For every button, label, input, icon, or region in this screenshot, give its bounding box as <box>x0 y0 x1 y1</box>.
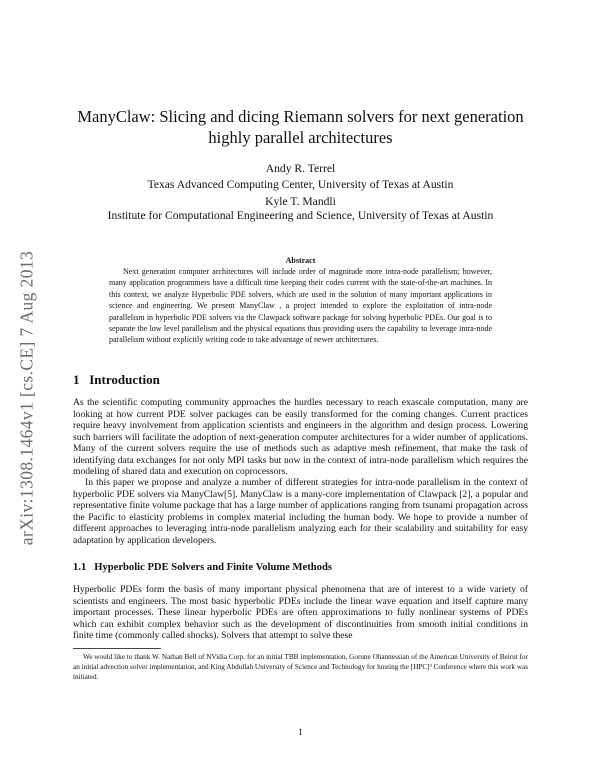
paper-title: ManyClaw: Slicing and dicing Riemann solvers for next generation highly parallel architectures <box>77 107 524 147</box>
section-number: 1 <box>73 372 80 387</box>
arxiv-identifier <box>10 212 44 584</box>
arxiv-identifier-text: arXiv:1308.1464v1 [cs.CE] 7 Aug 2013 <box>16 250 37 546</box>
footnote-rule <box>73 648 161 649</box>
subsection-heading <box>73 562 332 573</box>
author-affiliation-2: Institute for Computational Engineering and Science, University of Texas at Austin <box>107 209 494 222</box>
subsection-number: 1.1 <box>73 562 87 573</box>
intro-paragraph-2: In this paper we propose and analyze a number of different strategies for intra-node parallelism in the context of hyperbolic PDE solvers via ManyClaw[5]. ManyClaw is a many-core implementation of Clawpack [2], a popular and representative finite volume package that has a large number of applications ranging from tsunami propagation across the Pacific to elasticity problems in complex material including the human body. We hope to provide a number of different approaches to leveraging intra-node parallelism analyzing each for their scalability and suitability for easy adaptation by application developers. <box>73 477 528 546</box>
author-name-1: Andy R. Terrel <box>265 162 336 175</box>
intro-paragraph-1: As the scientific computing community approaches the hurdles necessary to reach exascale computation, many are looking at how current PDE solver packages can be easily transformed for the coming changes. Current practices require heavy involvement from application scientists and engineers in the algorithm and design process. Lowering such barriers will facilitate the adoption of next-generation computer architectures for a wider number of applications. Many of the current solvers require the use of methods such as adaptive mesh refinement, that make the task of identifying data exchanges for not only MPI tasks but now in the context of intra-node parallelism which requires the modeling of shared data and execution on coprocessors. <box>73 397 528 477</box>
subsection-title: Hyperbolic PDE Solvers and Finite Volume Methods <box>94 562 332 573</box>
page-number: 1 <box>298 727 303 738</box>
abstract-text: Next generation computer architectures will include order of magnitude more intra-node parallelism; however, many application programmers have a difficult time keeping their codes current with the state-of-the-art machines. In this context, we analyze Hyperbolic PDE solvers, which are used in the solution of many important applications in science and engineering. We present ManyClaw , a project intended to explore the exploitation of intra-node parallelism in hyperbolic PDE solvers via the Clawpack software package for solving hyperbolic PDEs. Our goal is to separate the low level parallelism and the physical equations thus providing users the capability to leverage intra-node parallelism without explicitly writing code to take advantage of newer architectures. <box>109 267 492 345</box>
abstract-heading: Abstract <box>285 256 316 265</box>
section-title: Introduction <box>89 372 160 387</box>
section-heading-introduction <box>73 372 160 388</box>
subsection-paragraph: Hyperbolic PDEs form the basis of many important physical phenomena that are of interest to a wide variety of scientists and engineers. The most basic hyperbolic PDEs include the linear wave equation and itself capture many important processes. These linear hyperbolic PDEs are often approximations to fully nonlinear systems of PDEs which can exhibit complex behavior such as the development of discontinuities from smooth initial conditions in finite time (commonly called shocks). Solvers that attempt to solve these <box>73 584 528 641</box>
author-affiliation-1: Texas Advanced Computing Center, University of Texas at Austin <box>147 178 454 191</box>
footnote-text: We would like to thank W. Nathan Bell of NVidia Corp. for an initial TBB implementation, Gorune Ohannessian of the American University of Beirut for an initial advection solver implementation, and King Abdullah University of Science and Technology for hosting the [HPC]³ Conference where this work was initiated. <box>73 653 528 681</box>
author-name-2: Kyle T. Mandli <box>265 195 336 208</box>
